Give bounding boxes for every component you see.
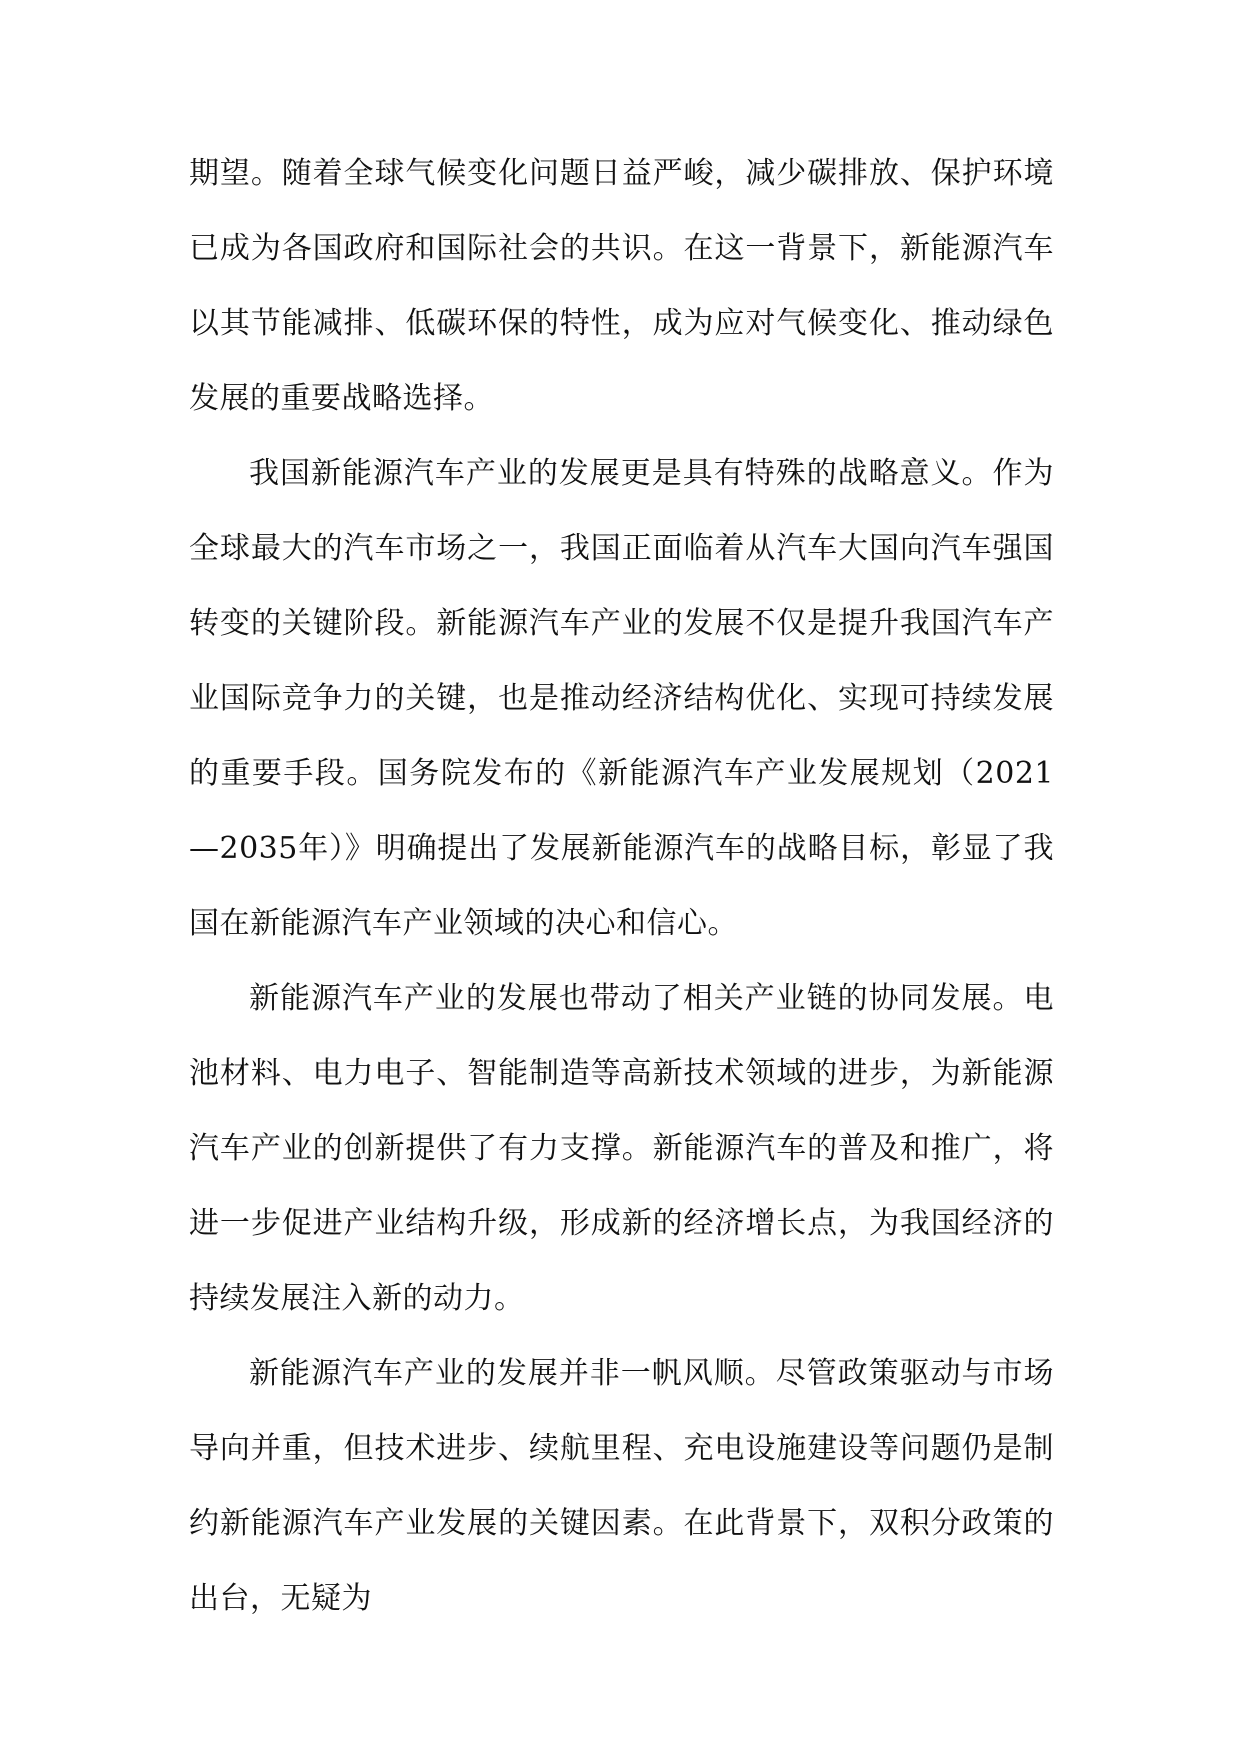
paragraph-3: 新能源汽车产业的发展也带动了相关产业链的协同发展。电池材料、电力电子、智能制造等高新技术领域的进步，为新能源汽车产业的创新提供了有力支撑。新能源汽车的普及和推广，将进一步促进产业结构升级，形成新的经济增长点，为我国经济的持续发展注入新的动力。 [189, 981, 1054, 1316]
paragraph-4: 新能源汽车产业的发展并非一帆风顺。尽管政策驱动与市场导向并重，但技术进步、续航里程、充电设施建设等问题仍是制约新能源汽车产业发展的关键因素。在此背景下，双积分政策的出台，无疑为 [189, 1356, 1054, 1616]
paragraph-2: 我国新能源汽车产业的发展更是具有特殊的战略意义。作为全球最大的汽车市场之一，我国正面临着从汽车大国向汽车强国转变的关键阶段。新能源汽车产业的发展不仅是提升我国汽车产业国际竞争力的关键，也是推动经济结构优化、实现可持续发展的重要手段。国务院发布的《新能源汽车产业发展规划（2021—2035年）》明确提出了发展新能源汽车的战略目标，彰显了我国在新能源汽车产业领域的决心和信心。 [189, 456, 1054, 941]
paragraph-1: 期望。随着全球气候变化问题日益严峻，减少碳排放、保护环境已成为各国政府和国际社会的共识。在这一背景下，新能源汽车以其节能减排、低碳环保的特性，成为应对气候变化、推动绿色发展的重要战略选择。 [189, 156, 1054, 416]
